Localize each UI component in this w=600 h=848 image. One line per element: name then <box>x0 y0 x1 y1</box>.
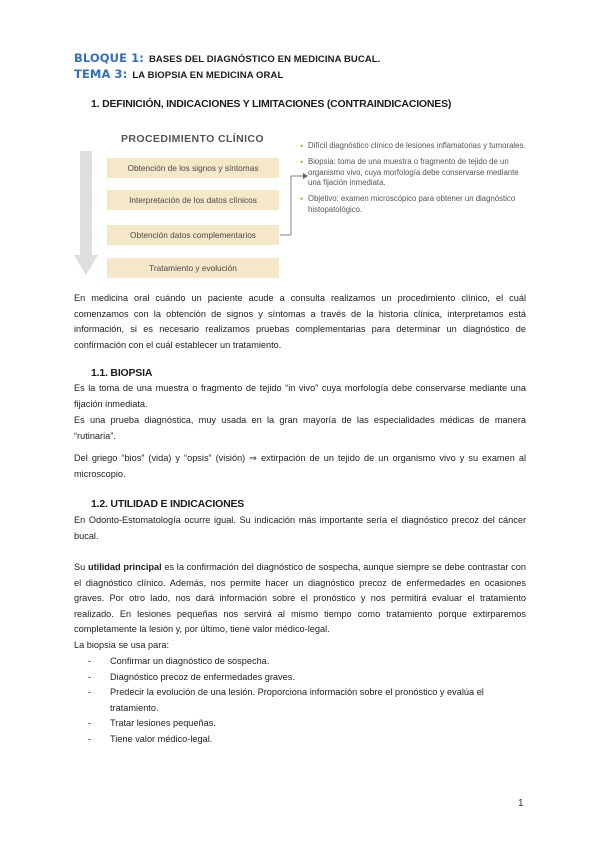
list-item: - Predecir la evolución de una lesión. Proporciona información sobre el pronóstico y evalúa el tratamiento. <box>74 685 526 716</box>
utilidad-paragraph-1: En Odonto-Estomatología ocurre igual. Su indicación más importante sería el diagnóstico precoz del cáncer bucal. <box>74 515 526 541</box>
uses-list <box>74 654 526 748</box>
biopsia-heading: 1.1. BIOPSIA <box>91 367 153 379</box>
bloque-tag: BLOQUE 1: <box>74 51 144 65</box>
diagram-title: PROCEDIMIENTO CLÍNICO <box>121 133 264 145</box>
list-item: - Confirmar un diagnóstico de sospecha. <box>74 654 526 670</box>
list-item: - Diagnóstico precoz de enfermedades graves. <box>74 670 526 686</box>
uses-intro: La biopsia se usa para: <box>74 640 170 650</box>
tema-title: LA BIOPSIA EN MEDICINA ORAL <box>132 70 284 81</box>
page-number: 1 <box>518 798 524 809</box>
utilidad-text: Su <box>74 562 88 572</box>
tema-tag: TEMA 3: <box>74 67 128 81</box>
utilidad-text: es la confirmación del diagnóstico de sospecha, aunque siempre se debe contrastar con el diagnóstico clínico. Además, nos permite hacer un diagnóstico precoz de enfermedades en ocasiones graves. Por otro lado, nos dará información sobre el pronóstico y nos permitirá evaluar el tratamiento realizado. En lesiones pequeñas nos servirá al mismo tiempo como tratamiento porque extirparemos completamente la lesión y, por último, tiene valor médico-legal. <box>74 562 526 635</box>
tema-header <box>74 67 283 81</box>
biopsia-etymology: Del griego “bios” (vida) y “opsis” (visión) ⇒ extirpación de un tejido de un organismo vivo y su examen al microscopio. <box>74 453 526 479</box>
diagram-step-complementarios: Obtención datos complementarios <box>107 225 279 245</box>
diagram-bullet: • Biopsia: toma de una muestra o fragmento de tejido de un organismo vivo, cuya morfología debe conservarse mediante una fijación inmediata. <box>300 157 532 189</box>
diagram-bullet: • Difícil diagnóstico clínico de lesiones inflamatorias y tumorales. <box>300 141 532 152</box>
diagram-step-interpretacion: Interpretación de los datos clínicos <box>107 190 279 210</box>
utilidad-principal-bold: utilidad principal <box>87 562 162 572</box>
diagram-step-tratamiento: Tratamiento y evolución <box>107 258 279 278</box>
bloque-header <box>74 51 380 65</box>
list-item: - Tratar lesiones pequeñas. <box>74 716 526 732</box>
diagram-bullet: • Objetivo: examen microscópico para obtener un diagnóstico histopatológico. <box>300 194 532 216</box>
down-arrow-icon <box>74 151 98 275</box>
biopsia-usage: Es una prueba diagnóstica, muy usada en la gran mayoría de las especialidades médicas de manera “rutinaria”. <box>74 415 526 441</box>
utilidad-paragraph-2 <box>74 560 526 638</box>
utilidad-heading: 1.2. UTILIDAD E INDICACIONES <box>91 498 245 510</box>
list-item: - Tiene valor médico-legal. <box>74 732 526 748</box>
diagram-step-signos: Obtención de los signos y síntomas <box>107 158 279 178</box>
diagram-bullet-list <box>300 141 532 221</box>
biopsia-definition: Es la toma de una muestra o fragmento de tejido “in vivo” cuya morfología debe conservarse mediante una fijación inmediata. <box>74 383 526 409</box>
section-1-heading: 1. DEFINICIÓN, INDICACIONES Y LIMITACIONES (CONTRAINDICACIONES) <box>91 98 452 110</box>
intro-paragraph: En medicina oral cuándo un paciente acude a consulta realizamos un procedimiento clínico, el cuál comenzamos con la obtención de signos y síntomas a través de la historia clínica, interpretamos está información, si es necesario realizamos pruebas complementarias para determinar un diagnóstico de confirmación con el cuál establecer un tratamiento. <box>74 293 526 350</box>
bloque-title: BASES DEL DIAGNÓSTICO EN MEDICINA BUCAL. <box>148 54 381 65</box>
